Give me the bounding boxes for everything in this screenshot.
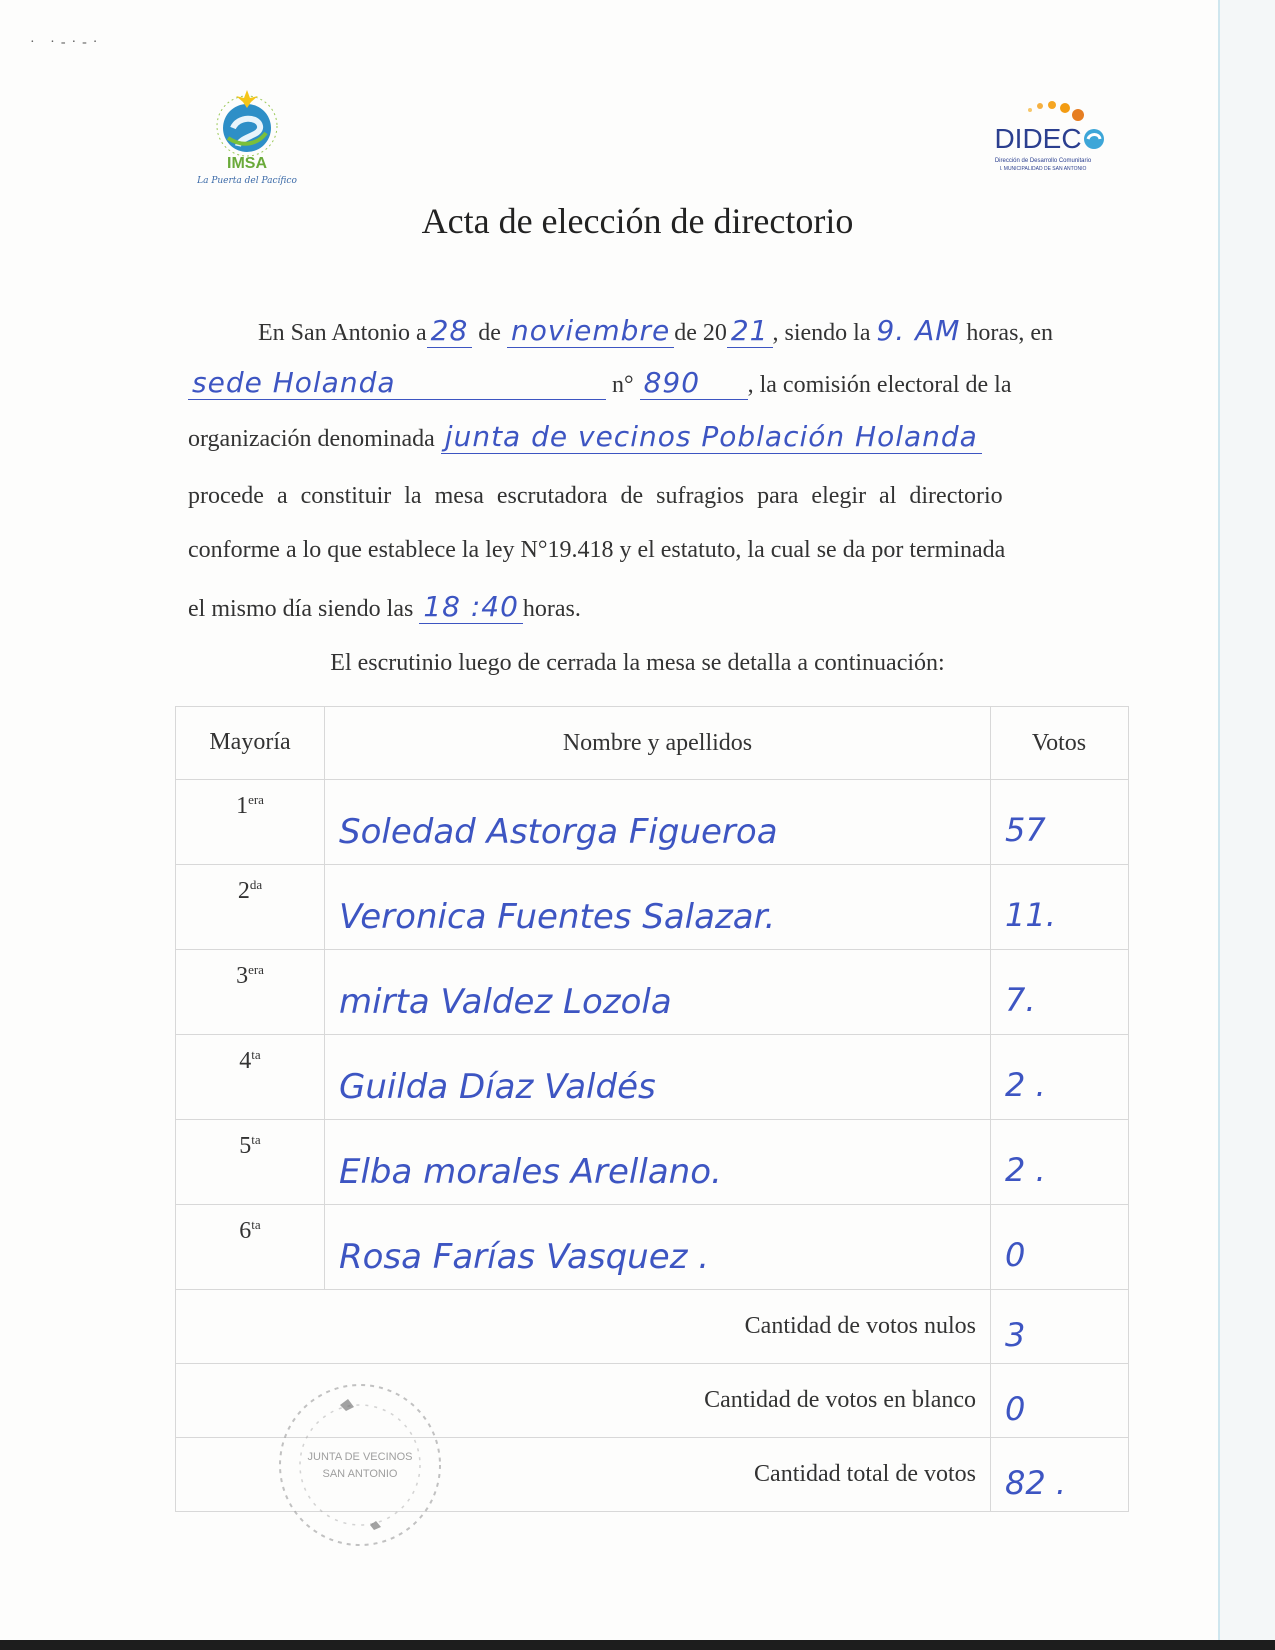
table-row (176, 780, 1129, 865)
handwritten-time: 9. AM (876, 314, 961, 347)
text: , la comisión electoral de la (747, 372, 1012, 398)
rank-number: 1 (236, 793, 249, 819)
name-cell (325, 1205, 991, 1290)
name-cell (325, 780, 991, 865)
candidate-name: Veronica Fuentes Salazar. (339, 897, 776, 937)
rank-suffix: da (249, 877, 263, 892)
handwritten-day: 28 (427, 314, 473, 348)
scan-artifact: · ·-·-· (30, 35, 104, 50)
scan-bottom-edge (0, 1640, 1275, 1650)
rank-suffix: ta (251, 1217, 261, 1232)
rank-number: 4 (239, 1048, 252, 1074)
table-row (176, 1205, 1129, 1290)
handwritten-month: noviembre (507, 314, 674, 348)
name-cell (325, 1035, 991, 1120)
page-title: Acta de elección de directorio (421, 201, 854, 241)
scan-edge-margin (1220, 0, 1275, 1650)
body-line-6 (188, 590, 581, 623)
handwritten-number: 890 (640, 366, 748, 400)
candidate-votes: 57 (1005, 811, 1046, 849)
handwritten-organization: junta de vecinos Población Holanda (441, 420, 982, 454)
candidate-votes: 7. (1005, 981, 1036, 1019)
header-rank: Mayoría (176, 707, 325, 780)
candidate-name: Elba morales Arellano. (339, 1152, 722, 1192)
null-votes-label: Cantidad de votos nulos (176, 1290, 991, 1364)
table-row (176, 1035, 1129, 1120)
handwritten-place: sede Holanda (188, 366, 606, 400)
rank-cell (176, 780, 325, 865)
official-stamp-icon (270, 1375, 450, 1555)
rank-cell (176, 1205, 325, 1290)
dideco-logo-icon (978, 100, 1108, 180)
candidate-votes: 2 . (1005, 1066, 1046, 1104)
handwritten-end-time: 18 :40 (419, 590, 523, 624)
votes-cell (991, 865, 1129, 950)
svg-text:La Puerta del Pacífico: La Puerta del Pacífico (197, 176, 297, 186)
votes-cell (991, 1035, 1129, 1120)
svg-text:SAN ANTONIO: SAN ANTONIO (322, 1468, 398, 1480)
rank-number: 6 (239, 1218, 252, 1244)
table-row (176, 1120, 1129, 1205)
svg-text:IMSA: IMSA (227, 155, 267, 172)
rank-cell (176, 865, 325, 950)
votes-cell (991, 780, 1129, 865)
text: horas, en (966, 320, 1054, 346)
svg-text:Dirección de Desarrollo Comuni: Dirección de Desarrollo Comunitario (994, 158, 1092, 164)
table-header-row (176, 707, 1129, 780)
rank-suffix: era (248, 962, 264, 977)
text: el mismo día siendo las (188, 596, 414, 622)
svg-text:JUNTA DE VECINOS: JUNTA DE VECINOS (307, 1451, 413, 1463)
total-votes-value: 82 . (1005, 1463, 1067, 1502)
name-cell (325, 865, 991, 950)
scan-edge-line (1218, 0, 1220, 1650)
rank-number: 2 (237, 878, 250, 904)
candidate-votes: 11. (1005, 896, 1056, 934)
votes-cell (991, 1120, 1129, 1205)
header-votes: Votos (991, 707, 1129, 780)
body-line-1 (258, 314, 1053, 347)
text: organización denominada (188, 426, 435, 452)
svg-text:DIDEC: DIDEC (994, 123, 1082, 154)
body-line-2 (188, 366, 1012, 400)
text: de 20 (674, 320, 727, 346)
header-name: Nombre y apellidos (325, 707, 991, 780)
votes-cell (991, 1205, 1129, 1290)
total-votes-cell (991, 1438, 1129, 1512)
votes-cell (991, 950, 1129, 1035)
text: horas. (522, 596, 581, 622)
rank-cell (176, 1120, 325, 1205)
name-cell (325, 950, 991, 1035)
candidate-name: mirta Valdez Lozola (339, 982, 672, 1022)
text: , siendo la (772, 320, 871, 346)
null-votes-value: 3 (1005, 1315, 1026, 1354)
body-line-3 (188, 420, 982, 453)
rank-suffix: ta (251, 1047, 261, 1062)
name-cell (325, 1120, 991, 1205)
table-row (176, 865, 1129, 950)
blank-votes-cell (991, 1364, 1129, 1438)
rank-cell (176, 1035, 325, 1120)
candidate-name: Rosa Farías Vasquez . (339, 1237, 710, 1277)
rank-suffix: ta (251, 1132, 261, 1147)
body-line-4: procede a constituir la mesa escrutadora de sufragios para elegir al directorio (188, 483, 1003, 509)
candidate-votes: 0 (1005, 1236, 1026, 1274)
imsa-logo-icon (188, 88, 306, 188)
svg-text:I. MUNICIPALIDAD DE SAN ANTONI: I. MUNICIPALIDAD DE SAN ANTONIO (999, 166, 1087, 172)
results-intro: El escrutinio luego de cerrada la mesa se detalla a continuación: (330, 650, 945, 676)
candidate-votes: 2 . (1005, 1151, 1046, 1189)
text: En San Antonio a (258, 320, 427, 346)
rank-cell (176, 950, 325, 1035)
candidate-name: Guilda Díaz Valdés (339, 1067, 656, 1107)
rank-number: 3 (236, 963, 249, 989)
summary-row-null (176, 1290, 1129, 1364)
handwritten-year: 21 (727, 314, 773, 348)
blank-votes-label: Cantidad de votos en blanco (176, 1364, 991, 1438)
text: n° (612, 372, 634, 398)
blank-votes-value: 0 (1005, 1389, 1026, 1428)
table-row (176, 950, 1129, 1035)
null-votes-cell (991, 1290, 1129, 1364)
total-votes-label: Cantidad total de votos (176, 1438, 991, 1512)
body-line-5: conforme a lo que establece la ley N°19.418 y el estatuto, la cual se da por terminada (188, 537, 1006, 563)
rank-number: 5 (239, 1133, 252, 1159)
candidate-name: Soledad Astorga Figueroa (339, 812, 778, 852)
text: de (478, 320, 501, 346)
rank-suffix: era (248, 792, 264, 807)
